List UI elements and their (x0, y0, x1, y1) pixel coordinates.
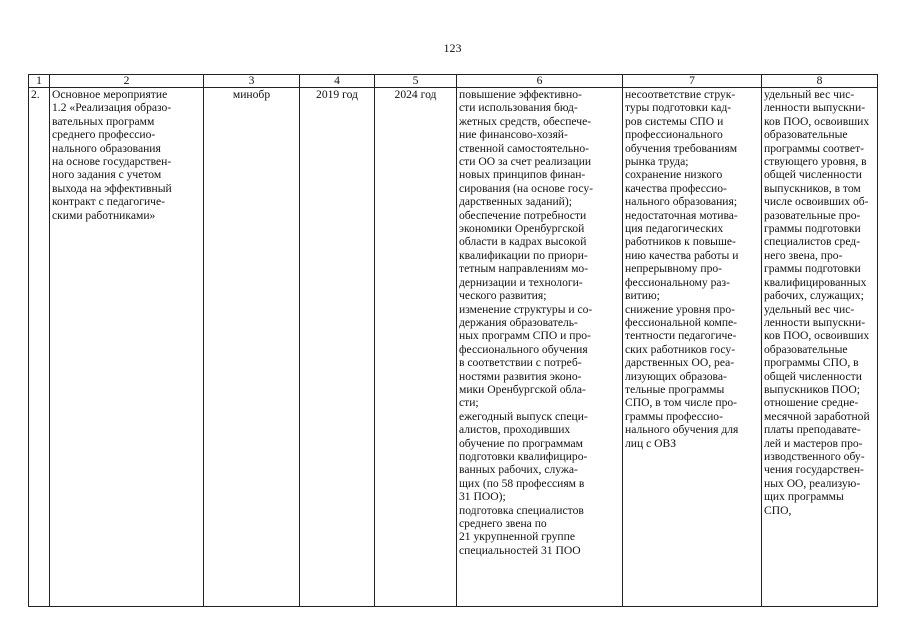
text-line: сирования (на основе госу- (459, 181, 594, 195)
header-col-7: 7 (623, 75, 762, 88)
text-line: сти; (459, 396, 479, 410)
text-line: качества профессио- (625, 181, 727, 195)
text-line: тентности педагогиче- (625, 329, 737, 343)
text-line: недостаточная мотива- (625, 208, 738, 222)
text-line: образовательные (764, 342, 848, 356)
text-line: на основе государствен- (52, 155, 172, 169)
text-line: жетных средств, обеспече- (459, 114, 592, 128)
text-line: ственной самостоятельно- (459, 141, 590, 155)
end-year-cell: 2024 год (375, 88, 457, 607)
text-line: фессиональному раз- (625, 275, 730, 289)
text-line: обеспечение потребности (459, 208, 587, 222)
text-line: выхода на эффективный (52, 181, 172, 195)
text-line: рабочих, служащих; (764, 289, 864, 303)
executor-cell: минобр (204, 88, 300, 607)
text-line: граммы профессио- (625, 409, 723, 423)
text-line: фессионального обучения (459, 342, 588, 356)
text-line: в соответствии с потреб- (459, 356, 582, 370)
text-line: алистов, проходивших (459, 423, 571, 437)
text-line: обучения требованиям (625, 141, 738, 155)
text-line: ленности выпускни- (764, 315, 866, 329)
text-line: граммы подготовки (764, 262, 861, 276)
text-line: дарственных ОО, реа- (625, 356, 735, 370)
text-line: нального образования (52, 141, 161, 155)
header-col-4: 4 (300, 75, 375, 88)
text-line: квалификации по приори- (459, 248, 588, 262)
text-line: обучение по программам (459, 436, 583, 450)
text-line: 21 укрупненной группе (459, 530, 575, 544)
text-line: щих программы (764, 490, 844, 504)
text-line: специальностей 31 ПОО (459, 543, 581, 557)
text-line: ленности выпускни- (764, 101, 866, 115)
text-line: СПО, в том числе про- (625, 396, 738, 410)
text-line: дарственных заданий); (459, 195, 572, 209)
text-line: среднего звена по (459, 517, 547, 530)
text-line: дернизации и технологи- (459, 275, 583, 289)
text-line: месячной заработной (764, 409, 870, 423)
text-line: ностями развития эконо- (459, 369, 582, 383)
text-line: работников к повыше- (625, 235, 736, 249)
text-line: ного задания с учетом (52, 168, 162, 182)
text-line: 1.2 «Реализация образо- (52, 101, 172, 115)
text-line: лей и мастеров про- (764, 436, 863, 450)
event-cell (50, 88, 204, 607)
text-line: специалистов сред- (764, 235, 861, 249)
text-line: выпускников, в том (764, 181, 861, 195)
header-col-2: 2 (50, 75, 204, 88)
text-line: мики Оренбургской обла- (459, 382, 586, 396)
text-line: изменение структуры и со- (459, 302, 593, 316)
indicators-cell (762, 88, 878, 607)
text-line: СПО, (764, 503, 792, 517)
text-line: сти ОО за счет реализации (459, 155, 592, 169)
text-line: витию; (625, 289, 660, 303)
text-line: изводственного обу- (764, 449, 865, 463)
row-number: 2. (29, 88, 50, 607)
text-line: него звена, про- (764, 248, 843, 262)
text-line: щих (по 58 профессиям в (459, 476, 585, 490)
text-line: ских работников госу- (625, 342, 736, 356)
program-table (28, 74, 878, 607)
text-line: граммы подготовки (764, 222, 861, 236)
text-line: области в кадрах высокой (459, 235, 587, 249)
text-line: нального обучения для (625, 423, 739, 437)
text-line: ние финансово-хозяй- (459, 128, 568, 142)
text-line: общей численности (764, 369, 862, 383)
text-line: платы преподавате- (764, 423, 861, 437)
start-year-cell: 2019 год (300, 88, 375, 607)
text-line: выпускников ПОО; (764, 382, 861, 396)
text-line: ров системы СПО и (625, 114, 724, 128)
text-line: ных ОО, реализую- (764, 476, 861, 490)
text-line: несоответствие струк- (625, 88, 736, 101)
text-line: снижение уровня про- (625, 302, 735, 316)
text-line: лизующих образова- (625, 369, 727, 383)
text-line: ных программ СПО и про- (459, 329, 591, 343)
results-cell (457, 88, 623, 607)
header-col-8: 8 (762, 75, 878, 88)
text-line: сти использования бюд- (459, 101, 578, 115)
text-line: квалифицированных (764, 275, 867, 289)
text-line: Основное мероприятие (52, 88, 168, 101)
text-line: тельные программы (625, 382, 725, 396)
text-line: нального образования; (625, 195, 738, 209)
text-line: фессиональной компе- (625, 315, 738, 329)
page-number: 123 (443, 41, 462, 55)
text-line: вательных программ (52, 114, 155, 128)
text-line: ция педагогических (625, 222, 724, 236)
text-line: рынка труда; (625, 155, 689, 169)
text-line: ков ПОО, освоивших (764, 114, 870, 128)
text-line: чения государствен- (764, 463, 864, 477)
text-line: лиц с ОВЗ (625, 436, 677, 450)
text-line: непрерывному про- (625, 262, 723, 276)
text-line: контракт с педагогиче- (52, 195, 165, 209)
text-line: ческого развития; (459, 289, 547, 303)
text-line: нию качества работы и (625, 248, 739, 262)
text-line: держания образователь- (459, 315, 578, 329)
text-line: среднего профессио- (52, 128, 156, 142)
text-line: повышение эффективно- (459, 88, 582, 101)
header-col-6: 6 (457, 75, 623, 88)
text-line: новых принципов финан- (459, 168, 586, 182)
text-line: общей численности (764, 168, 862, 182)
text-line: удельный вес чис- (764, 302, 855, 316)
text-line: сохранение низкого (625, 168, 723, 182)
text-line: ков ПОО, освоивших (764, 329, 870, 343)
text-line: подготовки квалифициро- (459, 449, 588, 463)
text-line: ванных рабочих, служа- (459, 463, 578, 477)
text-line: тетным направлениям мо- (459, 262, 589, 276)
header-row (29, 75, 878, 88)
text-line: 31 ПОО); (459, 490, 506, 504)
header-col-3: 3 (204, 75, 300, 88)
text-line: удельный вес чис- (764, 88, 855, 101)
text-line: разовательные про- (764, 208, 861, 222)
text-line: профессионального (625, 128, 723, 142)
risks-cell (623, 88, 762, 607)
table-row (29, 88, 878, 607)
text-line: ежегодный выпуск специ- (459, 409, 588, 423)
header-col-1: 1 (29, 75, 50, 88)
text-line: образовательные (764, 128, 848, 142)
text-line: программы соответ- (764, 141, 864, 155)
text-line: числе освоивших об- (764, 195, 869, 209)
text-line: подготовка специалистов (459, 503, 584, 517)
text-line: программы СПО, в (764, 356, 859, 370)
text-line: ствующего уровня, в (764, 155, 867, 169)
text-line: отношение средне- (764, 396, 859, 410)
text-line: экономики Оренбургской (459, 222, 585, 236)
text-line: туры подготовки кад- (625, 101, 732, 115)
text-line: скими работниками» (52, 208, 156, 222)
header-col-5: 5 (375, 75, 457, 88)
